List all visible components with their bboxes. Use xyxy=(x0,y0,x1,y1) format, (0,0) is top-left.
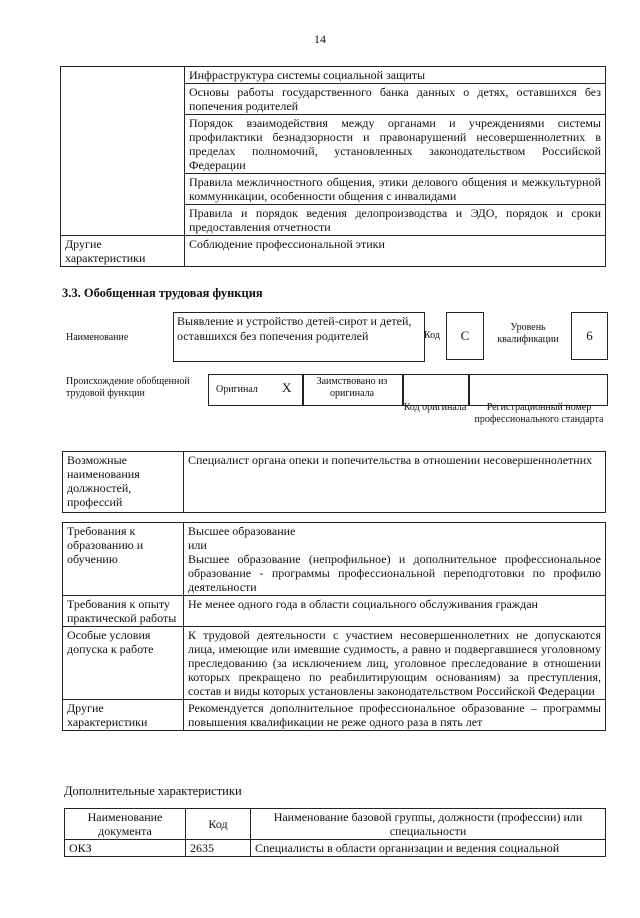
table-row xyxy=(63,700,606,731)
table-cell-value: Рекомендуется дополнительное профессиональное образование – программы повышения квалификации не реже одного раза в пять лет xyxy=(184,700,606,731)
section-title: 3.3. Обобщенная трудовая функция xyxy=(62,286,263,300)
column-header: Наименование документа xyxy=(65,809,186,840)
table-cell: 2635 xyxy=(186,840,251,857)
table-header-row xyxy=(65,809,606,840)
function-name-box: Выявление и устройство детей-сирот и детей, оставшихся без попечения родителей xyxy=(173,312,425,362)
qualification-level-box: 6 xyxy=(571,312,608,360)
table-cell-label: Требования к опыту практической работы xyxy=(63,596,184,627)
table-cell-label: Особые условия допуска к работе xyxy=(63,627,184,700)
table-cell: ОКЗ xyxy=(65,840,186,857)
table-cell-value: Не менее одного года в области социального обслуживания граждан xyxy=(184,596,606,627)
code-value-box: С xyxy=(446,312,484,360)
qualification-level-label: Уровень квалификации xyxy=(497,322,559,345)
table-cell-value: Соблюдение профессиональной этики xyxy=(185,236,606,267)
column-header: Наименование базовой группы, должности (профессии) или специальности xyxy=(251,809,606,840)
additional-characteristics-title: Дополнительные характеристики xyxy=(64,784,242,798)
page-number: 14 xyxy=(314,32,326,46)
table-cell-value: Специалист органа опеки и попечительства в отношении несовершеннолетних xyxy=(184,452,606,513)
table-cell-value: Порядок взаимодействия между органами и учреждениями системы профилактики безнадзорности и правонарушений несовершеннолетних в пределах полномочий, установленных законодательством Российской Федерации xyxy=(185,115,606,174)
table-cell-label: Требования к образованию и обучению xyxy=(63,523,184,596)
requirements-table xyxy=(62,522,606,731)
table-cell-value: Инфраструктура системы социальной защиты xyxy=(185,67,606,84)
reg-number-label: Регистрационный номер профессионального стандарта xyxy=(474,402,604,425)
table-row xyxy=(63,596,606,627)
name-label: Наименование xyxy=(66,332,129,343)
table-cell-value: Правила и порядок ведения делопроизводства и ЭДО, порядок и сроки предоставления отчетности xyxy=(185,205,606,236)
table-cell-value: Основы работы государственного банка данных о детях, оставшихся без попечения родителей xyxy=(185,84,606,115)
knowledge-table xyxy=(60,66,606,267)
table-cell-label: Возможные наименования должностей, профессий xyxy=(63,452,184,513)
original-mark: X xyxy=(282,380,292,395)
table-row xyxy=(63,627,606,700)
table-cell: Специалисты в области организации и ведения социальной xyxy=(251,840,606,857)
table-cell-value: Высшее образование или Высшее образование (непрофильное) и дополнительное профессиональное образование - программы профессиональной переподготовки по профилю деятельности xyxy=(184,523,606,596)
table-row xyxy=(61,236,606,267)
table-row xyxy=(65,840,606,857)
borrowed-label: Заимствовано из оригинала xyxy=(316,376,388,399)
code-label: Код xyxy=(424,330,440,341)
table-cell-value: К трудовой деятельности с участием несовершеннолетних не допускаются лица, имеющие или имевшие судимость, а равно и подвергавшиеся уголовному преследованию (за исключением лиц, уголовное преследование в отношении которых прекращено по реабилитирующим основаниям) за преступления, состав и виды которых установлены законодательством Российской Федерации xyxy=(184,627,606,700)
column-header: Код xyxy=(186,809,251,840)
table-row xyxy=(63,523,606,596)
table-cell-label xyxy=(61,67,185,236)
table-row xyxy=(63,452,606,513)
table-cell-label: Другие характеристики xyxy=(63,700,184,731)
additional-characteristics-table xyxy=(64,808,606,857)
code-original-label: Код оригинала xyxy=(403,402,467,413)
table-cell-label: Другие характеристики xyxy=(61,236,185,267)
origin-label: Происхождение обобщенной трудовой функции xyxy=(66,376,190,399)
table-cell-value: Правила межличностного общения, этики делового общения и межкультурной коммуникации, особенности общения с инвалидами xyxy=(185,174,606,205)
positions-table xyxy=(62,451,606,513)
original-label: Оригинал xyxy=(216,384,258,395)
table-row xyxy=(61,67,606,84)
